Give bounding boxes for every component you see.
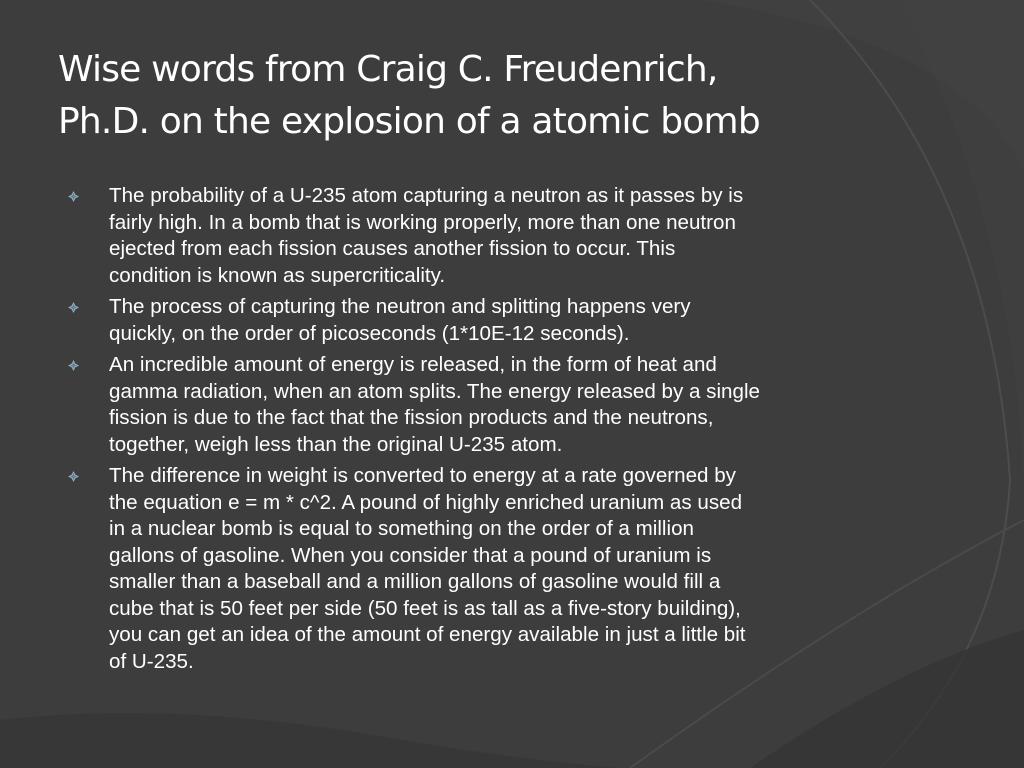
bullet-text-4-line-4: gallons of gasoline. When you consider that a pound of uranium is <box>109 543 712 567</box>
bullet-text-3-line-1: An incredible amount of energy is released, in the form of heat and <box>109 353 717 376</box>
bullet-text-1-line-2: fairly high. In a bomb that is working properly, more than one neutron <box>109 210 736 234</box>
bullet-text-3-line-4: together, weigh less than the original U-235 atom. <box>109 432 563 456</box>
slide-title-line-2: Ph.D. on the explosion of a atomic bomb <box>58 101 760 142</box>
diamond-bullet-icon <box>68 471 79 482</box>
bullet-item-4 <box>66 463 896 675</box>
slide-title <box>58 44 878 148</box>
diamond-bullet-icon <box>68 360 79 371</box>
diamond-bullet-icon <box>68 302 79 313</box>
bullet-text-4-line-3: in a nuclear bomb is equal to something on the order of a million <box>109 517 694 540</box>
bullet-text-1-line-3: ejected from each fission causes another fission to occur. This <box>109 237 676 260</box>
bullet-text-4-line-1: The difference in weight is converted to energy at a rate governed by <box>109 464 736 487</box>
bullet-text-4-line-7: you can get an idea of the amount of energy available in just a little bit <box>109 623 746 646</box>
slide-title-line-1: Wise words from Craig C. Freudenrich, <box>58 49 718 90</box>
bullet-text-1-line-4: condition is known as supercriticality. <box>109 263 446 287</box>
bullet-text-2-line-2: quickly, on the order of picoseconds (1*10E-12 seconds). <box>109 321 630 345</box>
bullet-text-2-line-1: The process of capturing the neutron and splitting happens very <box>109 295 691 318</box>
bullet-text-4-line-8: of U-235. <box>109 649 194 673</box>
bullet-item-1 <box>66 183 896 289</box>
bullet-text-3-line-2: gamma radiation, when an atom splits. The energy released by a single <box>109 379 760 403</box>
bullet-item-2 <box>66 294 896 347</box>
bullet-text-1-line-1: The probability of a U-235 atom capturing a neutron as it passes by is <box>109 184 744 207</box>
bullet-text-3-line-3: fission is due to the fact that the fission products and the neutrons, <box>109 406 714 429</box>
diamond-bullet-icon <box>68 191 79 202</box>
bullet-item-3 <box>66 352 896 458</box>
bullet-text-4-line-5: smaller than a baseball and a million gallons of gasoline would fill a <box>109 570 721 593</box>
bullet-text-4-line-2: the equation e = m * c^2. A pound of highly enriched uranium as used <box>109 490 743 514</box>
bullet-list <box>66 183 896 680</box>
bullet-text-4-line-6: cube that is 50 feet per side (50 feet is as tall as a five-story building), <box>109 596 741 620</box>
